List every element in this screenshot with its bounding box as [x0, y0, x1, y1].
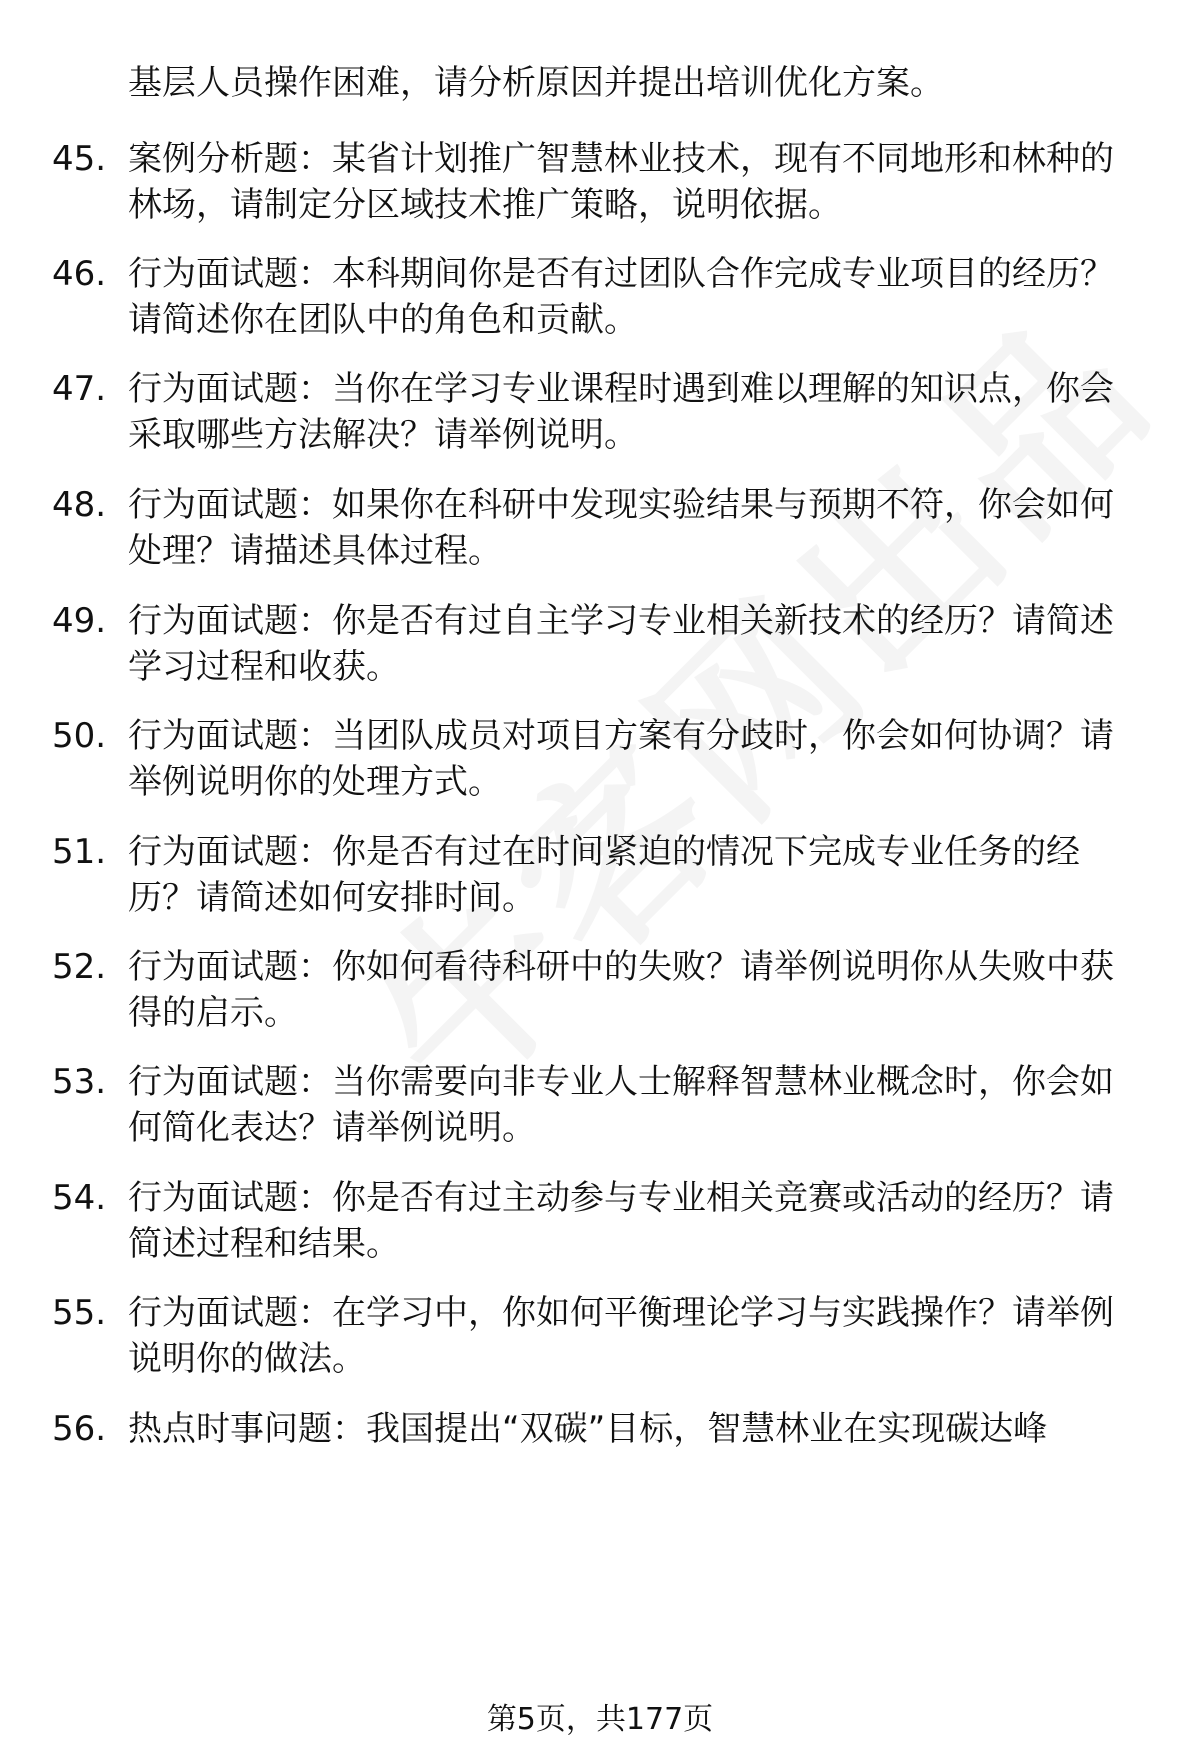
question-number: 54.: [52, 1178, 107, 1218]
question-text: 行为面试题：你如何看待科研中的失败？请举例说明你从失败中获得的启示。: [128, 947, 1114, 1033]
question-number: 55.: [52, 1293, 107, 1333]
question-number: 51.: [52, 832, 107, 872]
question-text: 案例分析题：某省计划推广智慧林业技术，现有不同地形和林种的林场，请制定分区域技术推广策略，说明依据。: [128, 139, 1114, 225]
question-text: 行为面试题：你是否有过主动参与专业相关竞赛或活动的经历？请简述过程和结果。: [128, 1178, 1114, 1264]
question-number: 53.: [52, 1062, 107, 1102]
question-text: 行为面试题：你是否有过自主学习专业相关新技术的经历？请简述学习过程和收获。: [128, 601, 1114, 687]
question-text: 行为面试题：本科期间你是否有过团队合作完成专业项目的经历？请简述你在团队中的角色和贡献。: [128, 254, 1114, 340]
question-text: 行为面试题：在学习中，你如何平衡理论学习与实践操作？请举例说明你的做法。: [128, 1293, 1114, 1379]
question-number: 49.: [52, 601, 107, 641]
question-text: 行为面试题：当团队成员对项目方案有分歧时，你会如何协调？请举例说明你的处理方式。: [128, 716, 1114, 802]
question-number: 45.: [52, 139, 107, 179]
question-number: 50.: [52, 716, 107, 756]
question-text: 行为面试题：如果你在科研中发现实验结果与预期不符，你会如何处理？请描述具体过程。: [128, 485, 1114, 571]
page-footer: 第5页，共177页: [486, 1702, 714, 1737]
question-number: 48.: [52, 485, 107, 525]
question-number: 47.: [52, 369, 107, 409]
question-text: 热点时事问题：我国提出“双碳”目标，智慧林业在实现碳达峰: [128, 1409, 1048, 1449]
question-number: 52.: [52, 947, 107, 987]
continuation-text: 基层人员操作困难，请分析原因并提出培训优化方案。: [128, 63, 944, 103]
question-number: 56.: [52, 1409, 107, 1449]
question-text: 行为面试题：当你在学习专业课程时遇到难以理解的知识点，你会采取哪些方法解决？请举例说明。: [128, 369, 1114, 455]
question-number: 46.: [52, 254, 107, 294]
question-text: 行为面试题：当你需要向非专业人士解释智慧林业概念时，你会如何简化表达？请举例说明。: [128, 1062, 1114, 1148]
question-text: 行为面试题：你是否有过在时间紧迫的情况下完成专业任务的经历？请简述如何安排时间。: [128, 832, 1080, 918]
